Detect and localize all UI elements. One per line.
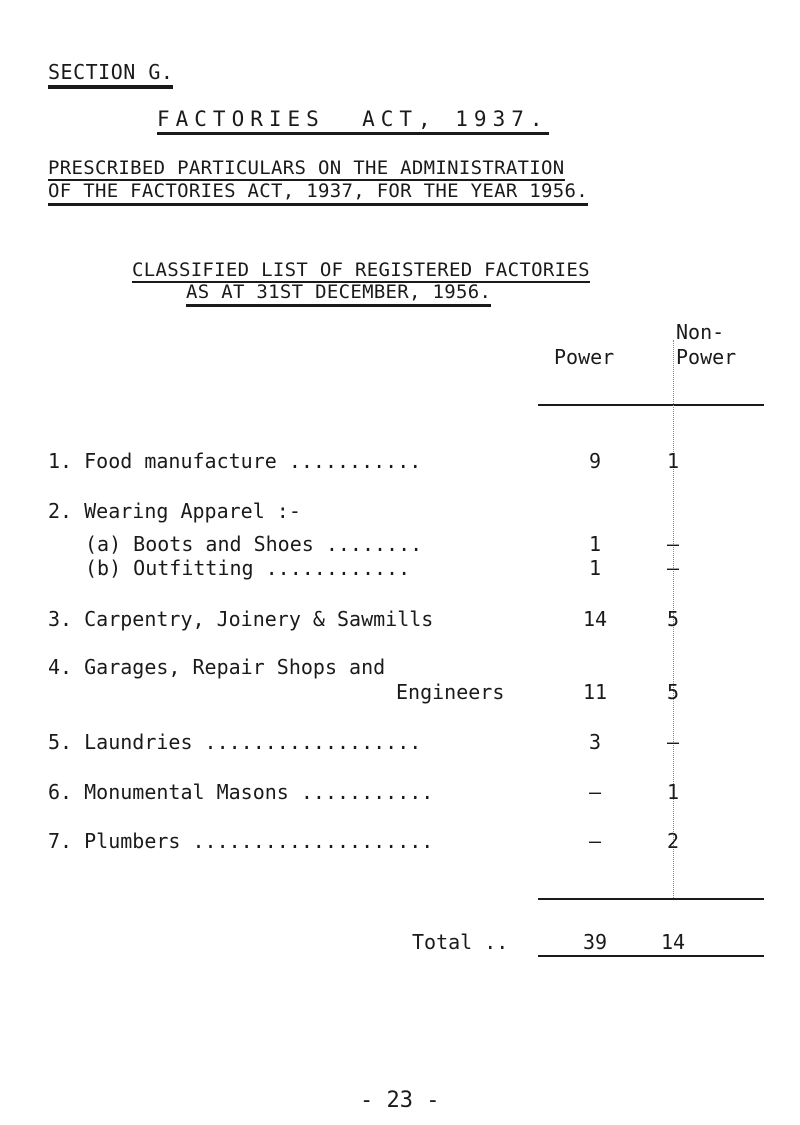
heading-line-4: AS AT 31ST DECEMBER, 1956. xyxy=(186,281,491,307)
column-header-power: Power xyxy=(554,345,615,369)
row-4-power: 11 xyxy=(582,680,608,704)
page-number: - 23 - xyxy=(360,1088,440,1113)
total-rule-bottom xyxy=(538,955,764,957)
row-2b-power: 1 xyxy=(588,556,602,580)
row-4-non-power: 5 xyxy=(666,680,680,704)
row-5-power: 3 xyxy=(588,730,602,754)
row-7-non-power: 2 xyxy=(666,829,680,853)
row-5-non-power: – xyxy=(666,730,680,754)
row-6-non-power: 1 xyxy=(666,780,680,804)
heading-line-3: CLASSIFIED LIST OF REGISTERED FACTORIES xyxy=(132,259,590,281)
total-label: Total .. xyxy=(412,930,509,954)
row-2b-label: (b) Outfitting ............ xyxy=(85,556,411,580)
column-header-non-power-2: Power xyxy=(676,345,737,369)
row-6-power: – xyxy=(588,780,602,804)
row-2b-non-power: – xyxy=(666,556,680,580)
row-5-label: 5. Laundries .................. xyxy=(48,730,422,754)
section-label: SECTION G. xyxy=(48,60,173,89)
total-power: 39 xyxy=(582,930,608,954)
row-2-label: 2. Wearing Apparel :- xyxy=(48,499,301,523)
header-rule xyxy=(538,404,764,406)
row-3-label: 3. Carpentry, Joinery & Sawmills xyxy=(48,607,434,631)
row-4-label-cont: Engineers xyxy=(396,680,505,704)
heading-line-1: PRESCRIBED PARTICULARS ON THE ADMINISTRATION xyxy=(48,157,565,179)
row-3-power: 14 xyxy=(582,607,608,631)
act-title: FACTORIES ACT, 1937. xyxy=(157,107,549,135)
row-2a-power: 1 xyxy=(588,532,602,556)
row-3-non-power: 5 xyxy=(666,607,680,631)
row-4-label: 4. Garages, Repair Shops and xyxy=(48,655,386,679)
row-2a-non-power: – xyxy=(666,532,680,556)
row-2a-label: (a) Boots and Shoes ........ xyxy=(85,532,423,556)
row-7-label: 7. Plumbers .................... xyxy=(48,829,434,853)
row-1-label: 1. Food manufacture ........... xyxy=(48,449,422,473)
total-rule-top xyxy=(538,898,764,900)
row-1-power: 9 xyxy=(588,449,602,473)
total-non-power: 14 xyxy=(660,930,686,954)
column-header-non-power-1: Non- xyxy=(676,320,725,344)
heading-line-2: OF THE FACTORIES ACT, 1937, FOR THE YEAR 1956. xyxy=(48,180,588,206)
row-1-non-power: 1 xyxy=(666,449,680,473)
row-7-power: – xyxy=(588,829,602,853)
row-6-label: 6. Monumental Masons ........... xyxy=(48,780,434,804)
